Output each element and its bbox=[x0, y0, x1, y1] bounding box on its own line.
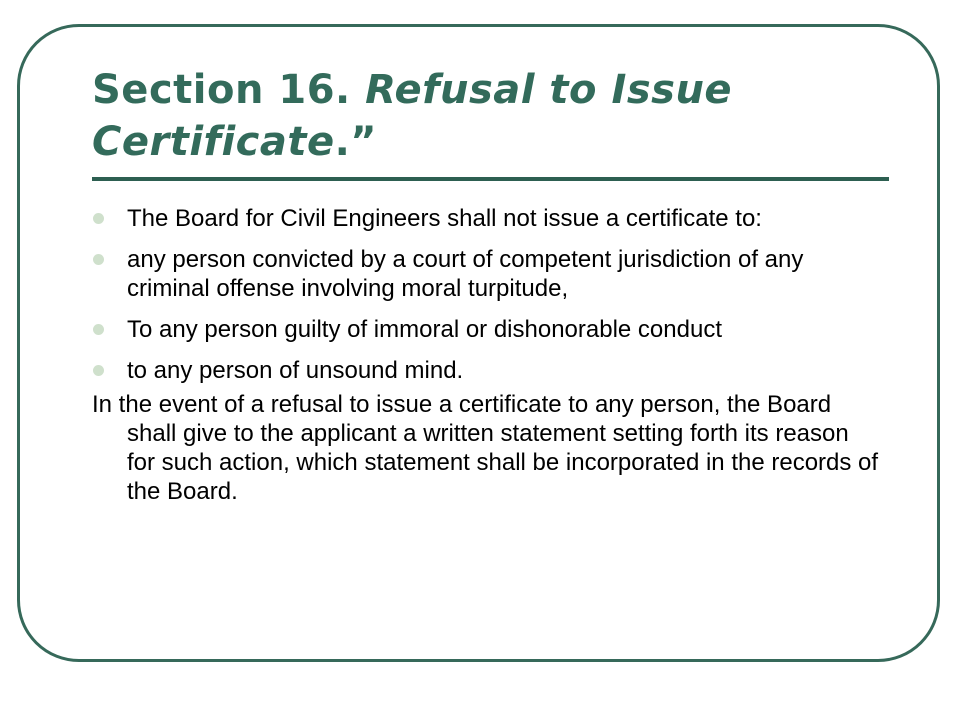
bullet-dot-icon bbox=[93, 213, 104, 224]
bullet-item bbox=[92, 356, 882, 385]
bullet-item bbox=[92, 245, 882, 303]
title-end-punctuation: .” bbox=[334, 119, 378, 165]
slide-title bbox=[92, 64, 892, 168]
bullet-item bbox=[92, 315, 882, 344]
bullet-item bbox=[92, 204, 882, 233]
bullet-dot-icon bbox=[93, 254, 104, 265]
closing-paragraph: In the event of a refusal to issue a certificate to any person, the Board shall give to the applicant a written statement setting forth its reason for such action, which statement shall be incorporated in the records of the Board. bbox=[92, 391, 879, 505]
title-divider bbox=[92, 177, 889, 181]
title-section-label: Section 16. bbox=[92, 67, 366, 113]
bullet-text: To any person guilty of immoral or dishonorable conduct bbox=[127, 316, 722, 343]
slide-body bbox=[92, 204, 882, 506]
bullet-list bbox=[92, 204, 882, 385]
bullet-dot-icon bbox=[93, 324, 104, 335]
bullet-text: to any person of unsound mind. bbox=[127, 357, 464, 384]
bullet-text: any person convicted by a court of competent jurisdiction of any criminal offense involving moral turpitude, bbox=[127, 246, 804, 302]
bullet-text: The Board for Civil Engineers shall not issue a certificate to: bbox=[127, 205, 762, 232]
bullet-dot-icon bbox=[93, 365, 104, 376]
title-italic-text: Refusal to Issue Certificate bbox=[92, 67, 733, 165]
